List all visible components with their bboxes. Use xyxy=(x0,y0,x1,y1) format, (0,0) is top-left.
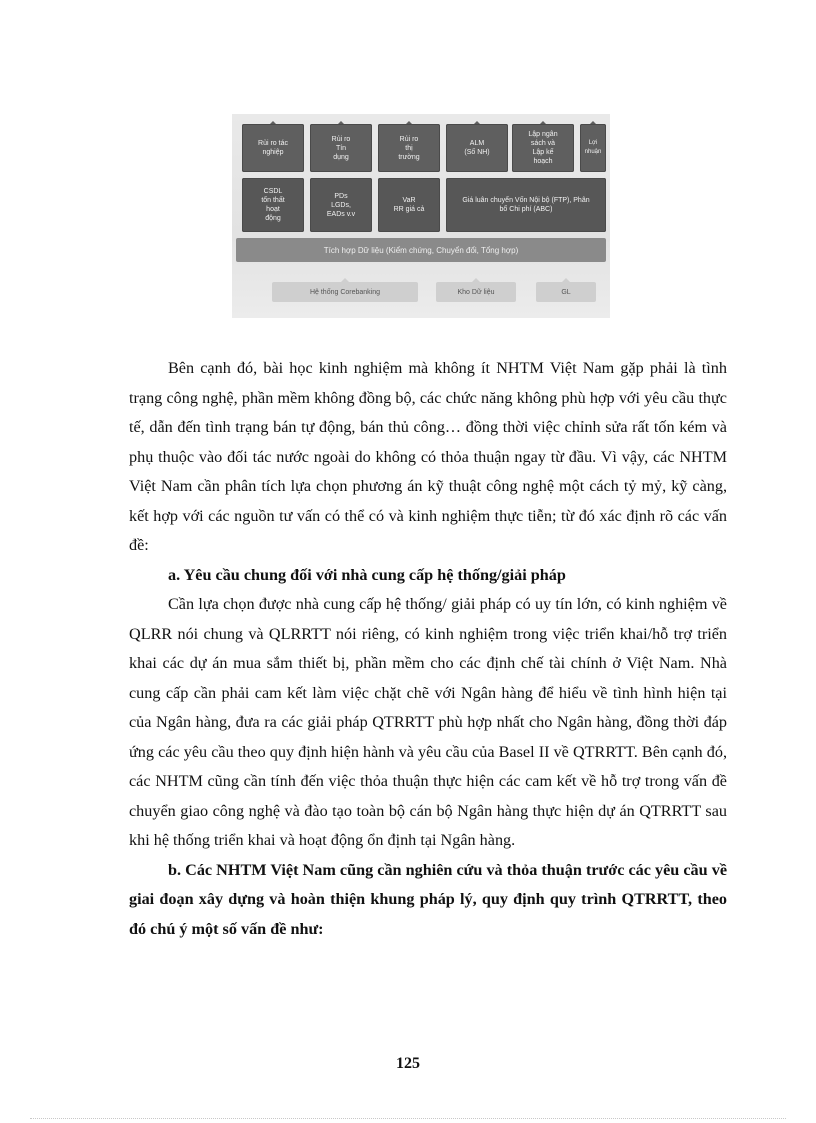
box-alm: ALM (Số NH) xyxy=(446,124,508,172)
box-market-risk: Rủi ro thị trường xyxy=(378,124,440,172)
paragraph-lessons: Bên cạnh đó, bài học kinh nghiệm mà không ít NHTM Việt Nam gặp phải là tình trạng công nghệ, phần mềm không đồng bộ, các chức năng không phù hợp với yêu cầu thực tế, dẫn đến tình trạng bán tự động, bán thủ công… đồng thời việc chỉnh sửa rất tốn kém và phụ thuộc vào đối tác nước ngoài do không có thỏa thuận ngay từ đầu. Vì vậy, các NHTM Việt Nam cần phân tích lựa chọn phương án kỹ thuật công nghệ một cách tỷ mỷ, kỹ càng, kết hợp với các nguồn tư vấn có thể có và kinh nghiệm thực tiễn; từ đó xác định rõ các vấn đề: xyxy=(129,359,727,554)
risk-architecture-figure xyxy=(232,114,610,318)
box-operational-risk: Rủi ro tác nghiệp xyxy=(242,124,304,172)
footer-divider xyxy=(30,1118,786,1119)
source-data-warehouse: Kho Dữ liệu xyxy=(436,282,516,302)
box-pd-lgd-ead: PDs LGDs, EADs v.v xyxy=(310,178,372,232)
paragraph-vendor-requirements: Cần lựa chọn được nhà cung cấp hệ thống/ giải pháp có uy tín lớn, có kinh nghiệm về QLRR nói chung và QLRRTT nói riêng, có kinh nghiệm trong việc triển khai/hỗ trợ triển khai các dự án mua sắm thiết bị, phần mềm cho các định chế tài chính ở Việt Nam. Nhà cung cấp cần phải cam kết làm việc chặt chẽ với Ngân hàng để hiểu về tình hình hiện tại của Ngân hàng, đưa ra các giải pháp QTRRTT phù hợp nhất cho Ngân hàng, đồng thời đáp ứng các yêu cầu theo quy định hiện hành và yêu cầu của Basel II về QTRRTT. Bên cạnh đó, các NHTM cũng cần tính đến việc thỏa thuận thực hiện các cam kết về hỗ trợ trong vấn đề chuyển giao công nghệ và đào tạo toàn bộ cán bộ Ngân hàng thực hiện dự án QTRRTT sau khi hệ thống triển khai và hoạt động ổn định tại Ngân hàng. xyxy=(129,595,727,849)
box-ftp-abc: Giá luân chuyển Vốn Nội bộ (FTP), Phân bổ Chi phí (ABC) xyxy=(446,178,606,232)
heading-a: a. Yêu cầu chung đối với nhà cung cấp hệ thống/giải pháp xyxy=(168,565,566,584)
box-budgeting: Lập ngân sách và Lập kế hoạch xyxy=(512,124,574,172)
source-corebanking: Hệ thống Corebanking xyxy=(272,282,418,302)
box-profit: Lợi nhuận xyxy=(580,124,606,172)
page-number: 125 xyxy=(396,1055,420,1072)
box-credit-risk: Rủi ro Tín dụng xyxy=(310,124,372,172)
box-loss-database: CSDL tổn thất hoạt động xyxy=(242,178,304,232)
source-gl: GL xyxy=(536,282,596,302)
box-var: VaR RR giá cả xyxy=(378,178,440,232)
data-integration-bar: Tích hợp Dữ liệu (Kiểm chứng, Chuyển đổi, Tổng hợp) xyxy=(236,238,606,262)
heading-b: b. Các NHTM Việt Nam cũng cần nghiên cứu và thỏa thuận trước các yêu cầu về giai đoạn xây dựng và hoàn thiện khung pháp lý, quy định quy trình QTRRTT, theo đó chú ý một số vấn đề như: xyxy=(129,860,727,938)
body-text xyxy=(129,354,727,944)
